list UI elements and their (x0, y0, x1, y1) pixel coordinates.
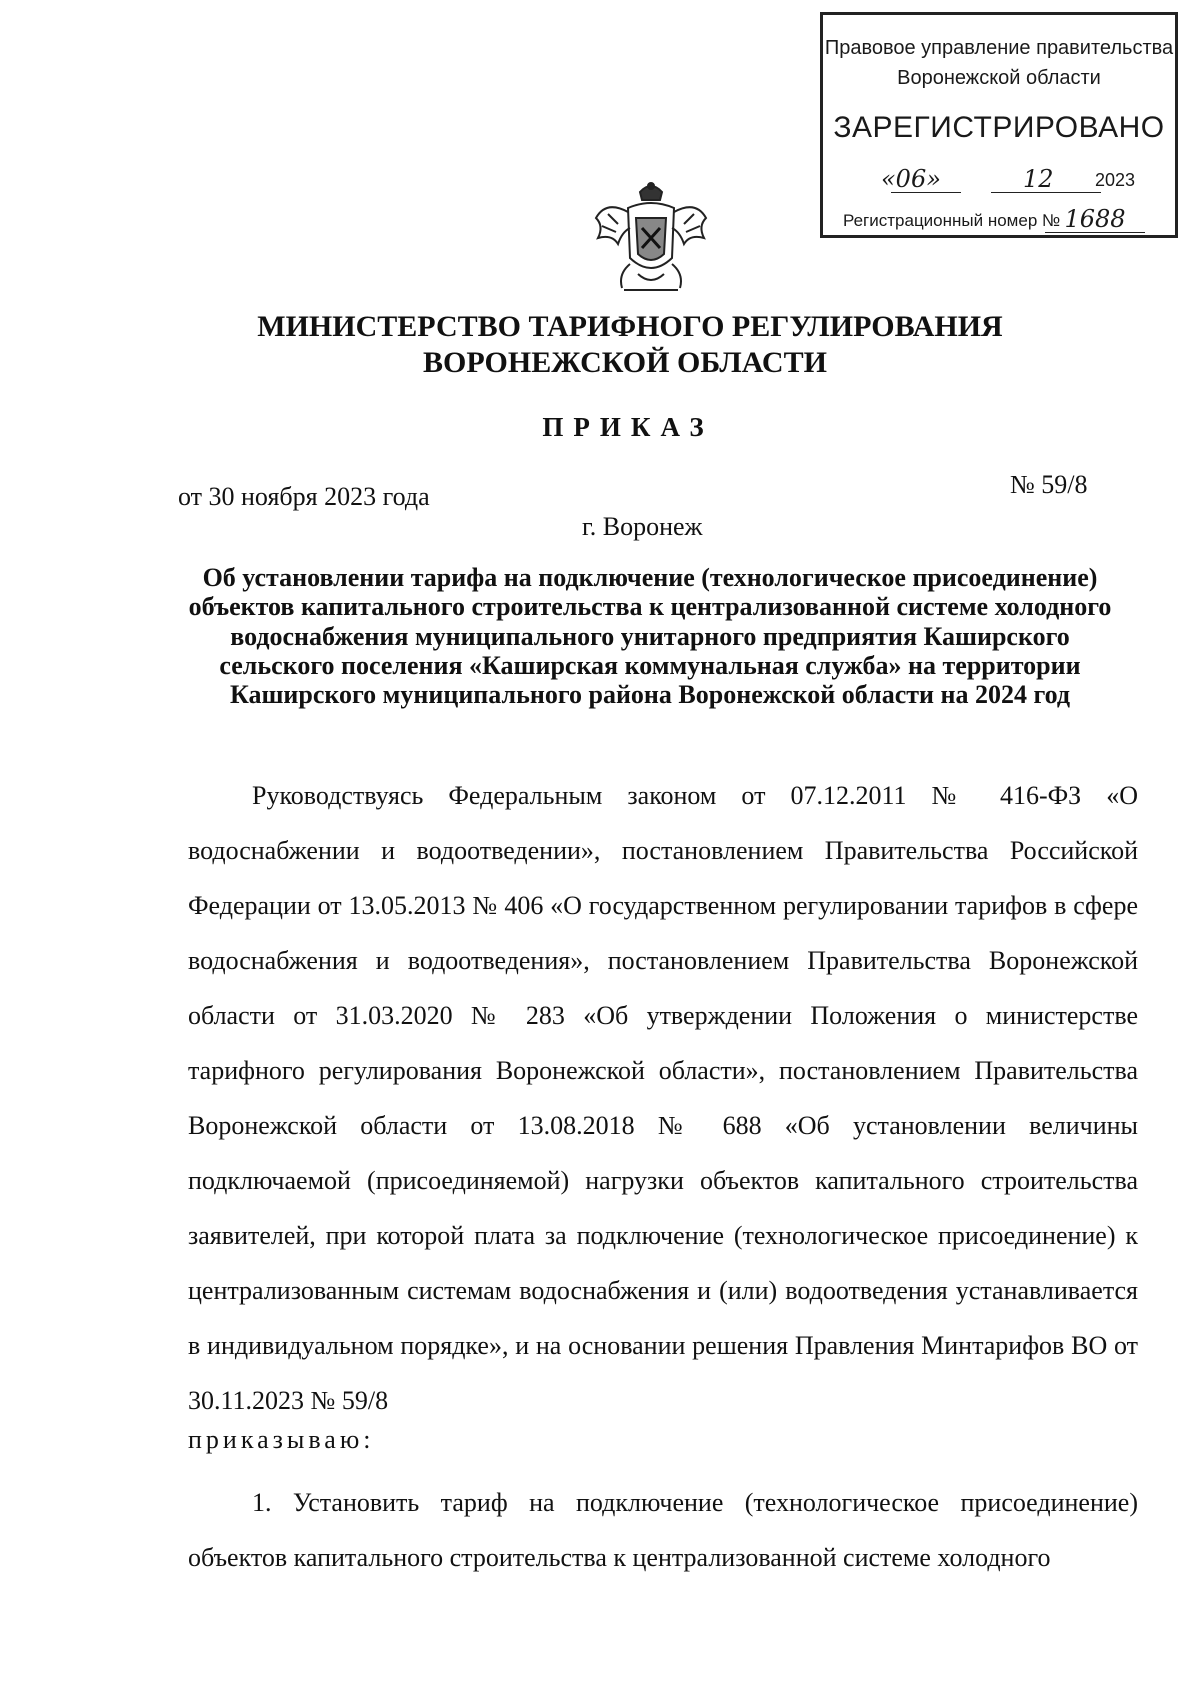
stamp-reg-number-row (843, 205, 1165, 233)
document-date: от 30 ноября 2023 года (178, 482, 430, 511)
stamp-registered-label: ЗАРЕГИСТРИРОВАНО (833, 111, 1165, 144)
document-type: ПРИКАЗ (542, 412, 714, 442)
stamp-month: 12 (1023, 165, 1054, 193)
order-word: приказываю: (188, 1425, 375, 1454)
ministry-name-line2: ВОРОНЕЖСКОЙ ОБЛАСТИ (423, 346, 827, 379)
preamble-paragraph: Руководствуясь Федеральным законом от 07.12.2011 № 416-ФЗ «О водоснабжении и водоотведении», постановлением Правительства Российской Федерации от 13.05.2013 № 406 «О государственном регулировании тарифов в сфере водоснабжения и водоотведения», постановлением Правительства Воронежской области от 31.03.2020 № 283 «Об утверждении Положения о министерстве тарифного регулирования Воронежской области», постановлением Правительства Воронежской области от 13.08.2018 № 688 «Об установлении величины подключаемой (присоединяемой) нагрузки объектов капитального строительства заявителей, при которой плата за подключение (технологическое присоединение) к централизованным системам водоснабжения и (или) водоотведения устанавливается в индивидуальном порядке», и на основании решения Правления Минтарифов ВО от 30.11.2023 № 59/8 (188, 781, 1138, 1415)
coat-of-arms-emblem (588, 178, 714, 296)
stamp-authority-line1: Правовое управление правительства (824, 37, 1174, 59)
stamp-reg-label: Регистрационный номер № (843, 211, 1061, 230)
document-number: № 59/8 (1010, 470, 1088, 499)
stamp-day: «06» (881, 165, 941, 193)
document-subject: Об установлении тарифа на подключение (технологическое присоединение) объектов капитального строительства к централизованной системе холодного водоснабжения муниципального унитарного предприятия Каширского сельского поселения «Каширская коммунальная служба» на территории Каширского муниципального района Воронежской области на 2024 год (188, 563, 1112, 710)
stamp-reg-number: 1688 (1045, 206, 1145, 233)
registration-stamp (820, 12, 1178, 238)
stamp-date (873, 163, 1135, 197)
ministry-name-line1: МИНИСТЕРСТВО ТАРИФНОГО РЕГУЛИРОВАНИЯ (257, 310, 1003, 343)
document-city: г. Воронеж (582, 512, 703, 541)
order-item-1: 1. Установить тариф на подключение (технологическое присоединение) объектов капитального строительства к централизованной системе холодного (188, 1488, 1138, 1572)
stamp-authority-line2: Воронежской области (897, 67, 1101, 89)
stamp-year: 2023 (1094, 170, 1135, 190)
